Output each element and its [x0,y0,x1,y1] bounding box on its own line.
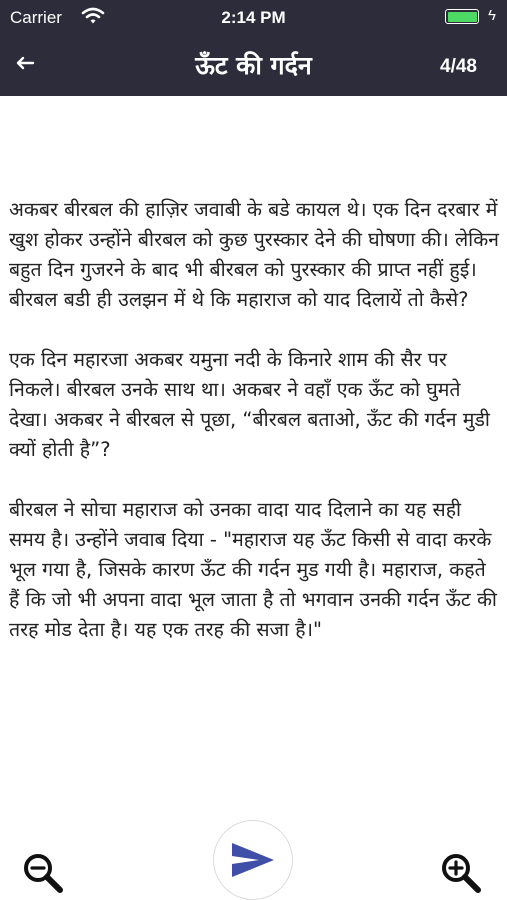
arrow-left-icon [15,56,35,70]
page-title: ऊँट की गर्दन [195,51,312,80]
battery-icon [445,9,479,24]
story-text [9,195,501,675]
story-paragraph: अकबर बीरबल की हाज़िर जवाबी के बडे कायल थे। एक दिन दरबार में खुश होकर उन्होंने बीरबल को कुछ पुरस्कार देने की घोषणा की। लेकिन बहुत दिन गुजरने के बाद भी बीरबल को पुरस्कार की प्राप्त नहीं हुई। बीरबल बडी ही उलझन में थे कि महाराज को याद दिलायें तो कैसे? [9,198,500,311]
page-counter: 4/48 [440,56,477,77]
zoom-out-icon [20,850,66,896]
back-button[interactable] [10,48,40,78]
story-paragraph: बीरबल ने सोचा महाराज को उनका वादा याद दिलाने का यह सही समय है। उन्होंने जवाब दिया - "महाराज यह ऊँट किसी से वादा करके भूल गया है, जिसके कारण ऊँट की गर्दन मुड गयी है। महाराज, कहते हैं कि जो भी अपना वादा भूल जाता है तो भगवान उनकी गर्दन ऊँट की तरह मोड देता है। यह एक तरह की सजा है।" [9,498,497,641]
top-bar [0,0,507,96]
zoom-out-button[interactable] [20,850,66,896]
carrier-label: Carrier [10,8,62,27]
zoom-in-icon [438,850,484,896]
story-paragraph: एक दिन महारजा अकबर यमुना नदी के किनारे शाम की सैर पर निकले। बीरबल उनके साथ था। अकबर ने वहाँ एक ऊँट को घुमते देखा। अकबर ने बीरबल से पूछा, “बीरबल बताओ, ऊँट की गर्दन मुडी क्यों होती है”? [9,348,490,461]
bottom-toolbar [0,820,507,900]
send-icon [229,840,277,880]
status-time: 2:14 PM [221,8,286,27]
zoom-in-button[interactable] [438,850,484,896]
charging-icon: ϟ [488,7,496,24]
status-bar [0,0,507,34]
nav-bar [0,34,507,96]
share-button[interactable] [213,820,293,900]
